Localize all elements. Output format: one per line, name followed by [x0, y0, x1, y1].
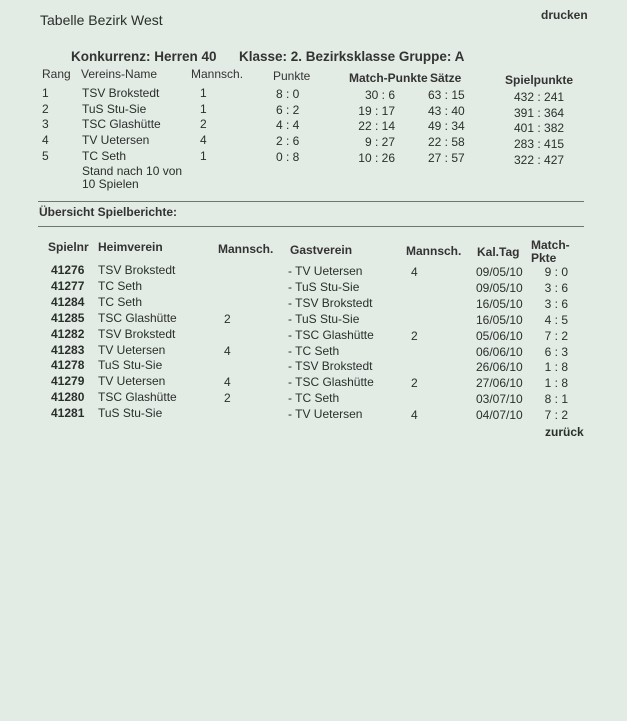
match-number-cell[interactable]: 41285 — [51, 310, 85, 325]
team-number-cell: 1 — [200, 101, 207, 116]
points-cell: 8 : 0 — [276, 87, 300, 101]
stand-note-line1: Stand nach 10 von — [82, 164, 183, 178]
date-cell: 09/05/10 — [476, 280, 523, 295]
date-cell: 26/06/10 — [476, 360, 523, 375]
match-number-cell[interactable]: 41282 — [51, 326, 85, 341]
header-saetze: Sätze — [430, 71, 462, 85]
match-number-cell[interactable]: 41283 — [51, 342, 85, 357]
team-number-cell: 1 — [200, 148, 207, 163]
club-name-cell: TSC Glashütte — [82, 117, 161, 132]
match-points-cell: 3 : 6 — [544, 280, 568, 295]
team-number-cell: 1 — [200, 86, 207, 100]
points-cell: 0 : 8 — [276, 149, 300, 164]
home-club-cell: TSV Brokstedt — [98, 263, 176, 277]
header-kaltag: Kal.Tag — [477, 245, 520, 259]
match-points-cell: 7 : 2 — [544, 328, 568, 343]
team-number-cell: 4 — [200, 133, 207, 148]
divider — [38, 201, 584, 202]
points-cell: 6 : 2 — [276, 102, 300, 117]
guest-club-cell: - TSV Brokstedt — [288, 295, 373, 310]
club-name-cell: TC Seth — [82, 148, 127, 163]
home-club-cell: TC Seth — [98, 278, 143, 293]
date-cell: 05/06/10 — [476, 328, 523, 343]
rank-cell: 3 — [42, 117, 49, 132]
game-points-cell: 432 : 241 — [514, 90, 565, 104]
match-number-cell[interactable]: 41279 — [51, 374, 85, 389]
home-club-cell: TSC Glashütte — [98, 390, 177, 405]
date-cell: 16/05/10 — [476, 312, 523, 327]
match-number-cell[interactable]: 41276 — [51, 263, 85, 277]
date-cell: 16/05/10 — [476, 296, 523, 311]
team-number-cell: 2 — [200, 117, 207, 132]
club-name-cell: TuS Stu-Sie — [82, 101, 147, 116]
match-points-cell: 9 : 0 — [544, 265, 568, 279]
guest-club-cell: - TuS Stu-Sie — [288, 311, 360, 326]
header-match-punkte: Match-Punkte — [349, 71, 428, 85]
club-name-cell: TV Uetersen — [82, 133, 150, 148]
guest-club-cell: - TuS Stu-Sie — [288, 279, 360, 294]
game-points-cell: 401 : 382 — [514, 121, 565, 136]
rank-cell: 1 — [42, 86, 49, 100]
home-team-cell: 2 — [224, 391, 231, 406]
class-group-label: Klasse: 2. Bezirksklasse Gruppe: A — [239, 49, 465, 64]
match-points-cell: 3 : 6 — [544, 296, 568, 311]
match-points-cell: 1 : 8 — [544, 360, 568, 375]
date-cell: 03/07/10 — [476, 392, 523, 407]
club-name-cell: TSV Brokstedt — [82, 86, 160, 100]
sets-cell: 43 : 40 — [428, 103, 465, 118]
guest-team-cell: 2 — [411, 328, 418, 343]
header-verein: Vereins-Name — [81, 67, 158, 81]
stand-note-line2: 10 Spielen — [82, 177, 139, 191]
home-club-cell: TSC Glashütte — [98, 310, 177, 325]
home-club-cell: TV Uetersen — [98, 374, 166, 389]
header-punkte: Punkte — [273, 69, 311, 83]
header-mannsch-home: Mannsch. — [218, 242, 274, 256]
header-mannsch-guest: Mannsch. — [406, 244, 462, 258]
home-team-cell: 4 — [224, 343, 231, 358]
match-number-cell[interactable]: 41280 — [51, 390, 85, 405]
header-heimverein: Heimverein — [98, 240, 163, 254]
print-link[interactable]: drucken — [541, 8, 588, 22]
match-points-cell: 4 : 5 — [544, 312, 568, 327]
page-title: Tabelle Bezirk West — [40, 12, 163, 28]
header-spielnr: Spielnr — [48, 240, 89, 254]
sets-cell: 27 : 57 — [428, 150, 465, 165]
match-number-cell[interactable]: 41281 — [51, 406, 85, 421]
home-club-cell: TuS Stu-Sie — [98, 358, 163, 373]
home-team-cell: 2 — [224, 311, 231, 326]
match-number-cell[interactable]: 41277 — [51, 278, 85, 293]
header-match-pkte: Match- — [531, 238, 570, 252]
match-points-cell: 19 : 17 — [358, 103, 395, 118]
game-points-cell: 322 : 427 — [514, 152, 565, 167]
competition-label: Konkurrenz: Herren 40 — [71, 49, 217, 64]
sets-cell: 49 : 34 — [428, 119, 465, 134]
match-number-cell[interactable]: 41278 — [51, 358, 85, 373]
header-match-pkte: Pkte — [531, 251, 557, 265]
header-gastverein: Gastverein — [290, 243, 353, 257]
rank-cell: 2 — [42, 101, 49, 116]
match-points-cell: 8 : 1 — [544, 392, 568, 407]
home-club-cell: TC Seth — [98, 294, 143, 309]
back-link[interactable]: zurück — [545, 425, 584, 439]
guest-club-cell: - TV Uetersen — [288, 407, 363, 422]
points-cell: 2 : 6 — [276, 134, 300, 149]
sets-cell: 22 : 58 — [428, 135, 465, 150]
guest-club-cell: - TSC Glashütte — [288, 375, 374, 390]
date-cell: 27/06/10 — [476, 376, 523, 391]
game-points-cell: 283 : 415 — [514, 137, 565, 152]
home-club-cell: TuS Stu-Sie — [98, 406, 163, 421]
match-points-cell: 22 : 14 — [358, 119, 395, 134]
match-points-cell: 30 : 6 — [364, 88, 395, 102]
date-cell: 04/07/10 — [476, 408, 523, 423]
date-cell: 06/06/10 — [476, 344, 523, 359]
match-points-cell: 9 : 27 — [364, 135, 395, 150]
guest-team-cell: 4 — [411, 408, 418, 423]
header-mannsch: Mannsch. — [191, 67, 244, 81]
match-points-cell: 7 : 2 — [544, 408, 568, 423]
rank-cell: 5 — [42, 148, 49, 163]
home-club-cell: TSV Brokstedt — [98, 326, 176, 341]
match-points-cell: 10 : 26 — [358, 150, 395, 165]
header-spielpunkte: Spielpunkte — [505, 73, 574, 87]
points-cell: 4 : 4 — [276, 118, 300, 133]
date-cell: 09/05/10 — [476, 265, 523, 279]
match-points-cell: 1 : 8 — [544, 376, 568, 391]
guest-team-cell: 4 — [411, 265, 418, 279]
guest-club-cell: - TC Seth — [288, 343, 340, 358]
sets-cell: 63 : 15 — [428, 88, 465, 102]
header-rang: Rang — [42, 67, 71, 81]
guest-club-cell: - TV Uetersen — [288, 264, 363, 278]
guest-club-cell: - TSC Glashütte — [288, 327, 374, 342]
guest-team-cell: 2 — [411, 376, 418, 391]
rank-cell: 4 — [42, 133, 49, 148]
match-number-cell[interactable]: 41284 — [51, 294, 85, 309]
match-points-cell: 6 : 3 — [544, 344, 568, 359]
guest-club-cell: - TC Seth — [288, 391, 340, 406]
reports-section-title: Übersicht Spielberichte: — [39, 205, 178, 219]
home-team-cell: 4 — [224, 375, 231, 390]
game-points-cell: 391 : 364 — [514, 105, 565, 120]
divider — [38, 226, 584, 227]
home-club-cell: TV Uetersen — [98, 342, 166, 357]
guest-club-cell: - TSV Brokstedt — [288, 359, 373, 374]
